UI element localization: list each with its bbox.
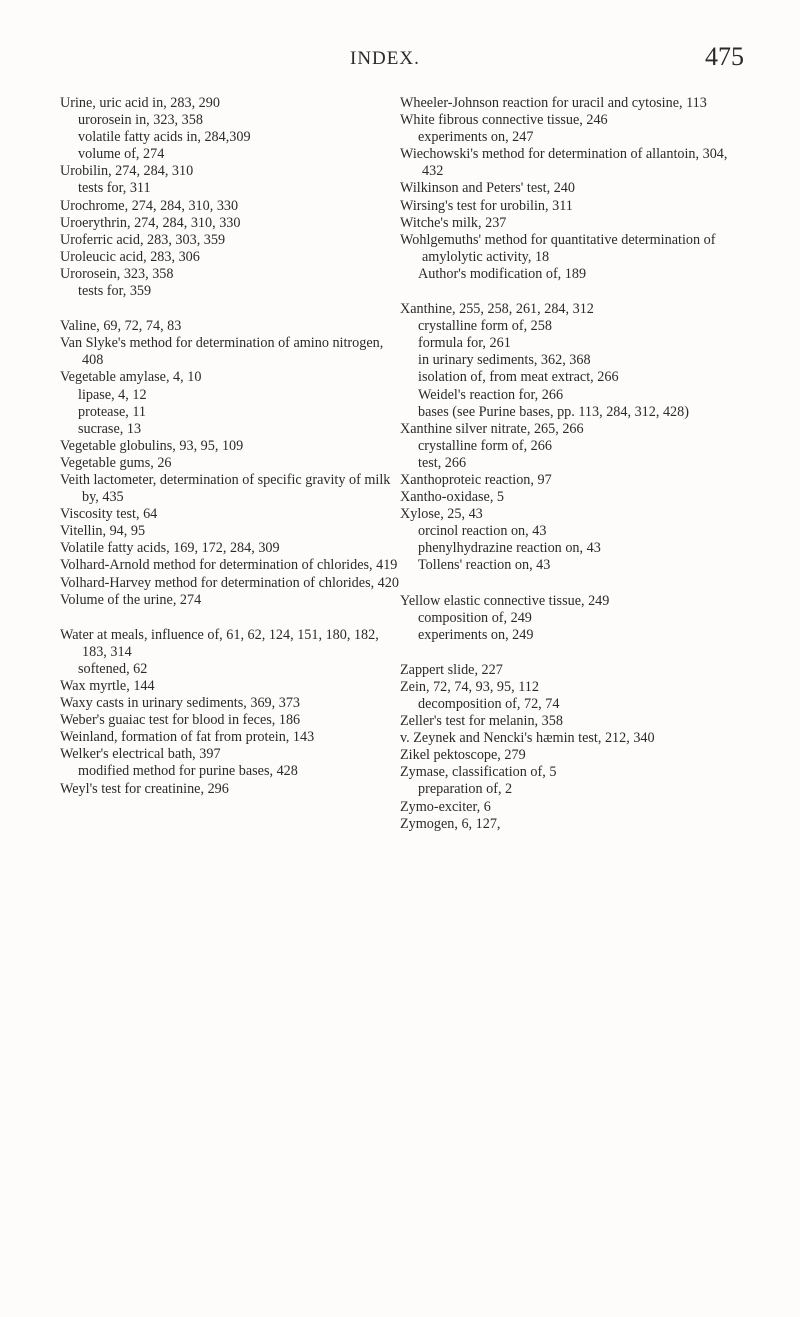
index-subentry: orcinol reaction on, 43 xyxy=(418,523,547,540)
index-group xyxy=(400,593,745,644)
index-entry: Zymo-exciter, 6 xyxy=(400,798,491,815)
index-entry: Xanthine, 255, 258, 261, 284, 312 xyxy=(400,301,594,318)
index-entry: Zymase, classification of, 5 xyxy=(400,764,557,781)
page-number: 475 xyxy=(705,42,744,71)
index-entry: Xylose, 25, 43 xyxy=(400,506,483,523)
index-entry: Volatile fatty acids, 169, 172, 284, 309 xyxy=(60,540,280,557)
index-entry: Vegetable globulins, 93, 95, 109 xyxy=(60,437,244,454)
index-entry: Wilkinson and Peters' test, 240 xyxy=(400,180,575,197)
index-subentry: in urinary sediments, 362, 368 xyxy=(418,352,591,369)
index-entry: Xanthine silver nitrate, 265, 266 xyxy=(400,420,584,437)
index-entry: Zeller's test for melanin, 358 xyxy=(400,713,563,730)
index-entry: Wheeler-Johnson reaction for uracil and cytosine, 113 xyxy=(400,95,707,111)
index-column-left xyxy=(60,95,400,816)
index-entry: Volhard-Harvey method for determination of chlorides, 420 xyxy=(60,574,399,591)
page-title: INDEX. xyxy=(350,48,420,69)
index-entry: Valine, 69, 72, 74, 83 xyxy=(60,318,182,335)
index-group xyxy=(400,301,745,575)
index-subentry: experiments on, 247 xyxy=(418,129,534,146)
index-entry: Yellow elastic connective tissue, 249 xyxy=(400,592,610,609)
index-subentry: tests for, 359 xyxy=(78,283,152,300)
index-entry: Volume of the urine, 274 xyxy=(60,591,202,608)
index-entry: Vegetable gums, 26 xyxy=(60,454,172,471)
index-entry: Urobilin, 274, 284, 310 xyxy=(60,163,194,180)
index-subentry: protease, 11 xyxy=(78,403,147,420)
index-subentry: composition of, 249 xyxy=(418,609,532,626)
index-entry: Wiechowski's method for determination of allantoin, 304, 432 xyxy=(400,146,728,180)
index-subentry: Tollens' reaction on, 43 xyxy=(418,557,551,574)
index-entry: Wohlgemuths' method for quantitative determination of amylolytic activity, 18 xyxy=(400,231,716,265)
index-entry: Weber's guaiac test for blood in feces, 186 xyxy=(60,712,301,729)
index-entry: Veith lactometer, determination of specific gravity of milk by, 435 xyxy=(60,471,391,506)
index-entry: Weinland, formation of fat from protein, 143 xyxy=(60,729,315,746)
index-subentry: phenylhydrazine reaction on, 43 xyxy=(418,540,601,557)
index-subentry: isolation of, from meat extract, 266 xyxy=(418,369,619,386)
index-entry: Uroerythrin, 274, 284, 310, 330 xyxy=(60,214,241,231)
index-subentry: softened, 62 xyxy=(78,660,148,677)
index-entry: Water at meals, influence of, 61, 62, 124, 151, 180, 182, 183, 314 xyxy=(60,626,379,660)
index-subentry: Weidel's reaction for, 266 xyxy=(418,386,564,403)
index-entry: Zein, 72, 74, 93, 95, 112 xyxy=(400,678,539,695)
index-subentry: preparation of, 2 xyxy=(418,781,513,798)
index-subentry: volume of, 274 xyxy=(78,146,165,163)
index-subentry: test, 266 xyxy=(418,454,467,471)
index-subentry: bases (see Purine bases, pp. 113, 284, 312, 428) xyxy=(418,403,689,420)
index-subentry: volatile fatty acids in, 284,309 xyxy=(78,129,251,146)
index-entry: Urochrome, 274, 284, 310, 330 xyxy=(60,197,239,214)
page-header xyxy=(0,42,800,82)
index-entry: Vitellin, 94, 95 xyxy=(60,523,146,540)
index-entry: Xanthoproteic reaction, 97 xyxy=(400,471,552,488)
index-entry: v. Zeynek and Nencki's hæmin test, 212, 340 xyxy=(400,730,655,747)
index-subentry: crystalline form of, 258 xyxy=(418,318,552,335)
index-entry: Welker's electrical bath, 397 xyxy=(60,746,221,763)
index-subentry: tests for, 311 xyxy=(78,180,151,197)
index-entry: Witche's milk, 237 xyxy=(400,214,507,231)
index-entry: Zappert slide, 227 xyxy=(400,661,503,678)
index-entry: Urine, uric acid in, 283, 290 xyxy=(60,95,220,111)
index-column-right xyxy=(400,95,745,851)
index-entry: Zikel pektoscope, 279 xyxy=(400,747,526,764)
index-entry: Zymogen, 6, 127, xyxy=(400,815,501,832)
index-subentry: lipase, 4, 12 xyxy=(78,386,147,403)
index-entry: White fibrous connective tissue, 246 xyxy=(400,112,608,129)
index-entry: Van Slyke's method for determination of amino nitrogen, 408 xyxy=(60,335,384,369)
index-entry: Viscosity test, 64 xyxy=(60,506,158,523)
index-subentry: modified method for purine bases, 428 xyxy=(78,763,298,780)
index-entry: Urorosein, 323, 358 xyxy=(60,265,174,282)
index-entry: Vegetable amylase, 4, 10 xyxy=(60,369,202,386)
index-group xyxy=(60,627,400,798)
index-group xyxy=(400,662,745,833)
index-entry: Waxy casts in urinary sediments, 369, 373 xyxy=(60,695,301,712)
index-subentry: decomposition of, 72, 74 xyxy=(418,696,560,712)
index-subentry: experiments on, 249 xyxy=(418,626,534,643)
index-entry: Wax myrtle, 144 xyxy=(60,678,155,694)
index-subentry: formula for, 261 xyxy=(418,335,511,352)
index-subentry: crystalline form of, 266 xyxy=(418,437,552,454)
index-group xyxy=(60,318,400,609)
index-entry: Xantho-oxidase, 5 xyxy=(400,489,505,506)
index-entry: Volhard-Arnold method for determination of chlorides, 419 xyxy=(60,557,398,574)
index-subentry: urorosein in, 323, 358 xyxy=(78,112,203,129)
index-entry: Wirsing's test for urobilin, 311 xyxy=(400,197,573,214)
index-group xyxy=(60,95,400,300)
index-entry: Uroleucic acid, 283, 306 xyxy=(60,248,200,265)
index-entry: Uroferric acid, 283, 303, 359 xyxy=(60,231,226,248)
index-subentry: sucrase, 13 xyxy=(78,420,142,437)
index-group xyxy=(400,95,745,283)
index-entry: Weyl's test for creatinine, 296 xyxy=(60,780,229,797)
index-subentry: Author's modification of, 189 xyxy=(418,265,587,282)
